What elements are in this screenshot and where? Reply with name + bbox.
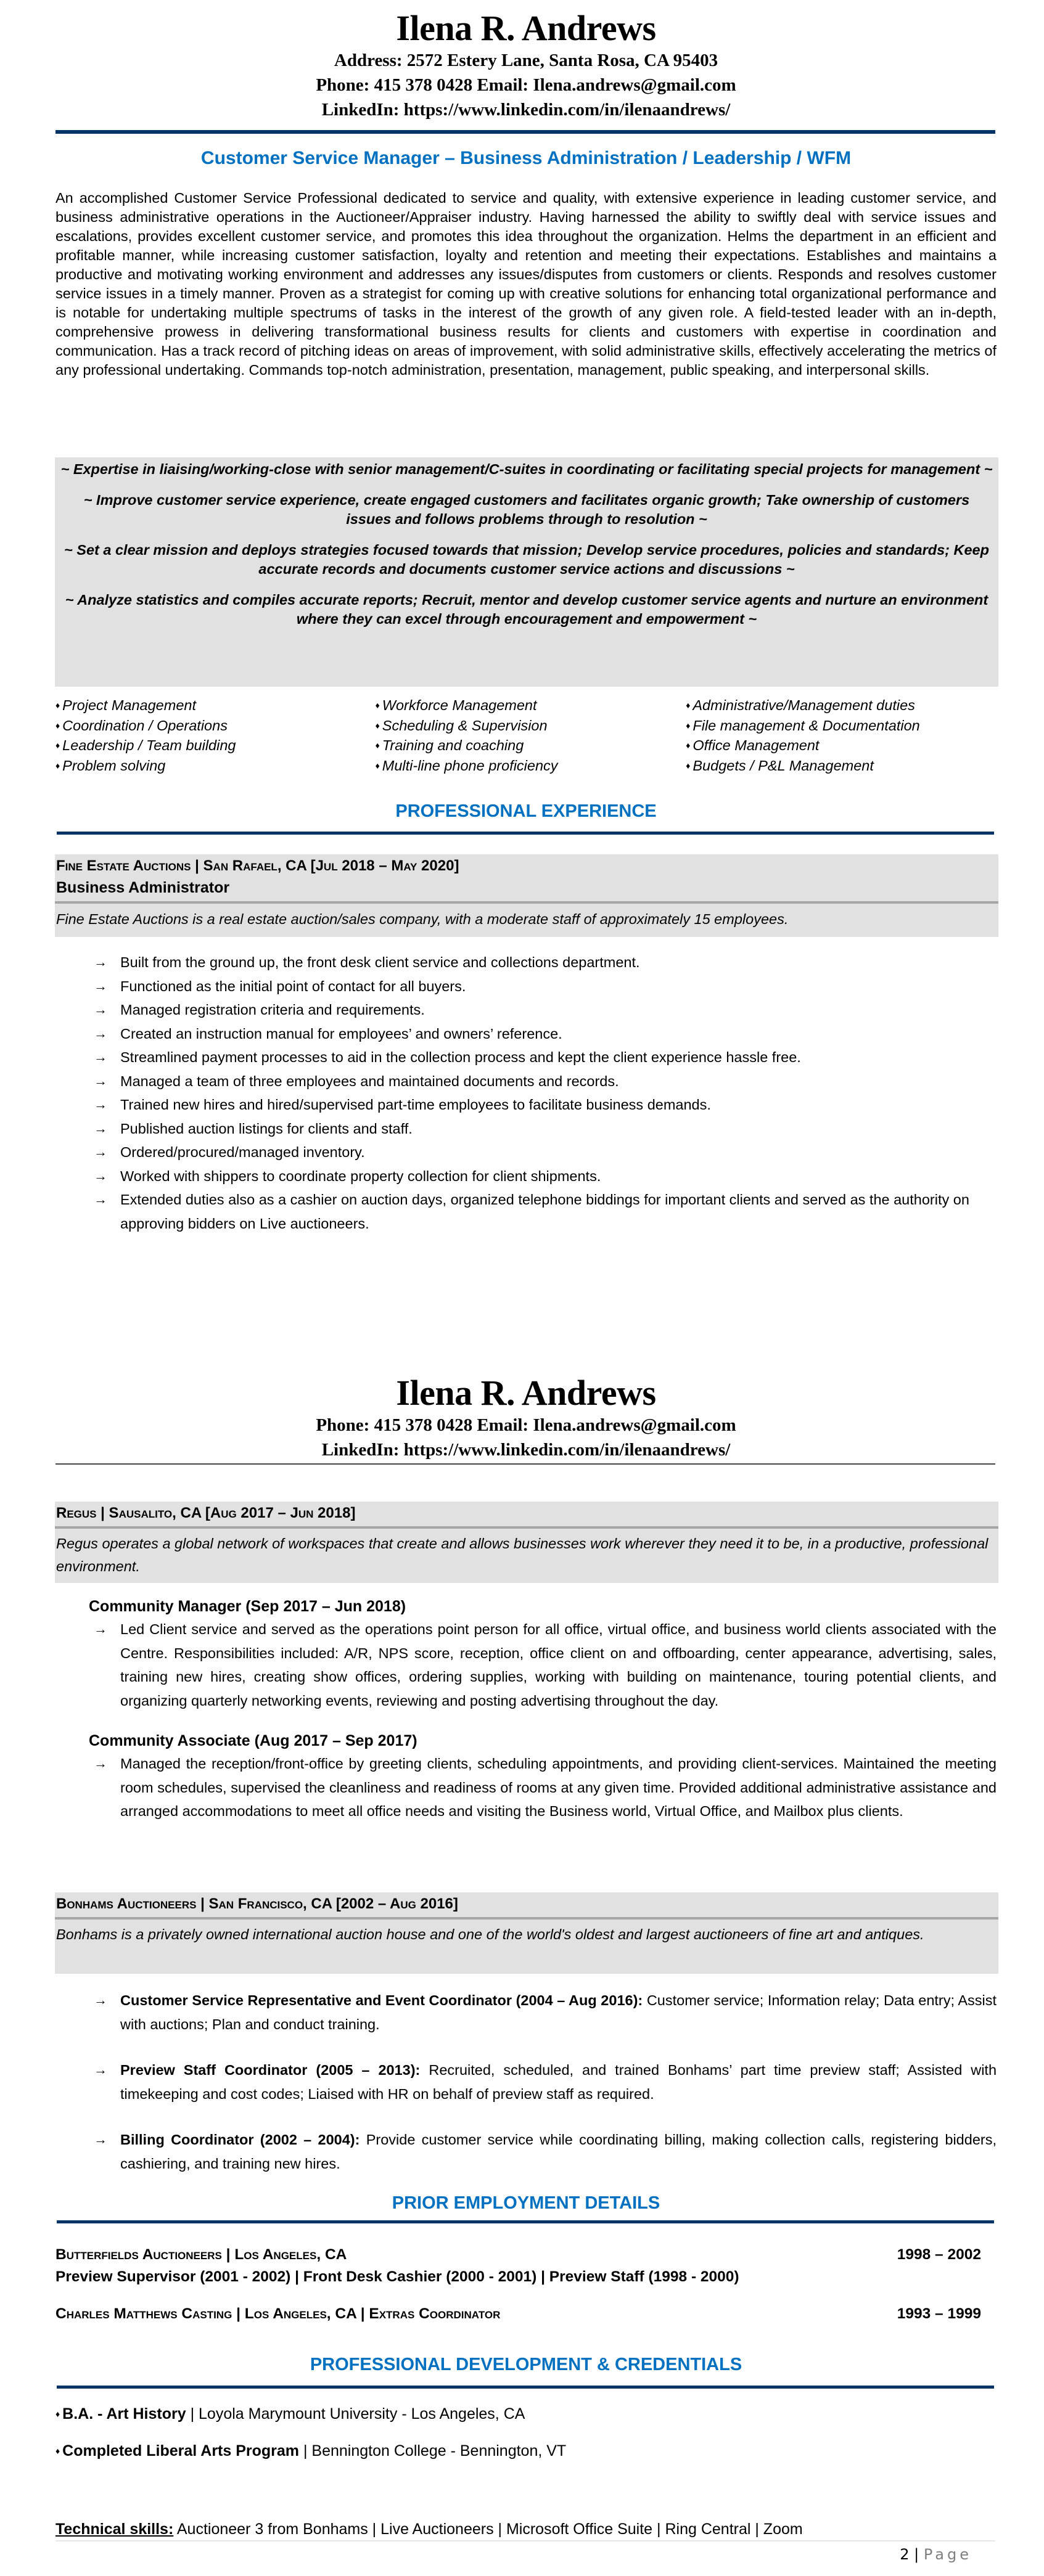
highlight-item: ~ Set a clear mission and deploys strategies focused towards that mission; Develop service procedures, policies and standards; Keep accurate records and documents customer service actions and discussions ~ [64, 541, 989, 577]
role-bullet [55, 2128, 997, 2175]
phone-email-line: Phone: 415 378 0428 Email: Ilena.andrews@gmail.com [316, 75, 736, 95]
role-text: Customer service; Information relay; Data entry; Assist with auctions; Plan and conduct training. [120, 1992, 997, 2032]
skill-item: ♦ Office Management [686, 735, 997, 756]
prior-company: Butterfields Auctioneers | Los Angeles, CA [55, 2246, 347, 2263]
core-skills [55, 695, 997, 775]
job-divider [55, 1917, 998, 1920]
role-bullet [55, 1989, 997, 2036]
linkedin-line[interactable]: LinkedIn: https://www.linkedin.com/in/ilenaandrews/ [321, 1440, 731, 1460]
job-description: Fine Estate Auctions is a real estate auction/sales company, with a moderate staff of approximately 15 employees. [56, 911, 789, 927]
prior-employment [55, 2244, 997, 2325]
prior-job-row [55, 2244, 997, 2266]
credential-school: Loyola Marymount University - Los Angeles, CA [199, 2405, 525, 2423]
phone-email-line: Phone: 415 378 0428 Email: Ilena.andrews@gmail.com [316, 1415, 736, 1435]
credentials-heading-block [55, 2355, 997, 2375]
prior-years: 1998 – 2002 [897, 2246, 981, 2263]
job-bullet: → Extended duties also as a cashier on auction days, organized telephone biddings for important clients and served as the authority on approving bidders on Live auctioneers. [55, 1188, 997, 1235]
candidate-name: Ilena R. Andrews [396, 8, 656, 48]
professional-summary: An accomplished Customer Service Professional dedicated to service and quality, with extensive experience in leading customer service, and business administrative operations in the Auctioneer/Appraiser industry. Having harnessed the ability to swiftly deal with service issues and escalations, provides excellent customer service, and promotes this idea throughout the organization. Helms the department in an efficient and profitable manner, while increasing customer satisfaction, loyalty and retention and meeting their expectations. Establishes and maintains a productive and motivating working environment and addresses any issues/disputes from customers or clients. Responds and resolves customer service issues in a timely manner. Proven as a strategist for coming up with creative solutions for enhancing total organizational performance and is notable for undertaking multiple spectrums of tasks in the interest of the growth of any given role. A field-tested leader with an in-depth, comprehensive prowess in delivering transformational business results for clients and customers with expertise in coordination and communication. Has a track record of pitching ideas on areas of improvement, with solid administrative skills, effectively accelerating the metrics of any professional undertaking. Commands top-notch administration, presentation, management, public speaking, and interpersonal skills. [55, 190, 997, 378]
page-number: 2 [900, 2546, 910, 2563]
summary-block [55, 189, 997, 380]
resume-header [55, 9, 997, 122]
role-bullet: → Led Client service and served as the operations point person for all office, virtual office, and business world clients associated with the Centre. Responsibilities included: A/R, NPS score, reception, office client on and offboarding, center appearance, advertising, sales, training new hires, creating show offices, ordering supplies, working with building on maintenance, touring potential clients, and organizing quarterly networking events, reviewing and posting advertising throughout the day. [55, 1617, 997, 1712]
bonhams-roles [55, 1989, 997, 2198]
skill-item: ♦ Project Management [55, 695, 369, 716]
header-divider-2 [55, 1463, 995, 1465]
credentials-divider [57, 2386, 994, 2389]
job-divider [55, 901, 998, 904]
job-description: Regus operates a global network of workspaces that create and allows businesses work wherever they need it to be, in a productive, professional environment. [56, 1535, 989, 1574]
resume-page-1 [55, 9, 997, 122]
credentials-list [55, 2403, 997, 2462]
headline-block [55, 148, 997, 169]
professional-headline: Customer Service Manager – Business Administration / Leadership / WFM [200, 148, 852, 168]
technical-skills-label: Technical skills: [55, 2521, 174, 2538]
skill-item: ♦ Workforce Management [376, 695, 683, 716]
job-bullet: → Functioned as the initial point of contact for all buyers. [55, 975, 997, 999]
skills-column-2 [369, 695, 683, 775]
job-header-regus [55, 1502, 998, 1583]
prior-heading-block [55, 2193, 997, 2214]
job-bullet: → Managed a team of three employees and maintained documents and records. [55, 1069, 997, 1094]
role-text: Provide customer service while coordinating billing, making collection calls, registering bidders, cashiering, and training new hires. [120, 2132, 997, 2172]
job-bullet: → Streamlined payment processes to aid in the collection process and kept the client experience hassle free. [55, 1045, 997, 1069]
page-label: Page [923, 2546, 972, 2563]
prior-job-row [55, 2303, 997, 2325]
skill-item: ♦ Scheduling & Supervision [376, 716, 683, 736]
skill-item: ♦ File management & Documentation [686, 716, 997, 736]
highlight-item: ~ Analyze statistics and compiles accurate reports; Recruit, mentor and develop customer service agents and nurture an environment where they can excel through encouragement and empowerment ~ [65, 591, 989, 627]
separator: | [299, 2442, 312, 2459]
job-bullet: → Built from the ground up, the front desk client service and collections department. [55, 951, 997, 975]
skills-column-3 [683, 695, 997, 775]
job-bullet: → Created an instruction manual for employees’ and owners’ reference. [55, 1022, 997, 1046]
regus-roles [55, 1595, 997, 1823]
job-description: Bonhams is a privately owned international auction house and one of the world's oldest and largest auctioneers of fine art and antiques. [56, 1926, 924, 1942]
skill-item: ♦ Leadership / Team building [55, 735, 369, 756]
candidate-name: Ilena R. Andrews [396, 1373, 656, 1413]
prior-company: Charles Matthews Casting | Los Angeles, CA | Extras Coordinator [55, 2305, 501, 2322]
page-separator: | [909, 2546, 924, 2563]
experience-divider [57, 832, 994, 835]
header-divider [55, 130, 995, 134]
page-footer [55, 2546, 997, 2563]
section-title-credentials: PROFESSIONAL DEVELOPMENT & CREDENTIALS [310, 2355, 742, 2374]
prior-divider [57, 2220, 994, 2223]
technical-skills-value: Auctioneer 3 from Bonhams | Live Auctioneers | Microsoft Office Suite | Ring Central | Zoom [173, 2521, 803, 2538]
skill-item: ♦ Problem solving [55, 756, 369, 776]
technical-skills [55, 2519, 997, 2540]
credential-degree: B.A. - Art History [62, 2405, 186, 2423]
job-divider [55, 1526, 998, 1529]
role-bullet [55, 2058, 997, 2106]
role-title: Community Associate (Aug 2017 – Sep 2017) [89, 1732, 417, 1749]
skill-item: ♦ Administrative/Management duties [686, 695, 997, 716]
job-bullet: → Published auction listings for clients and staff. [55, 1117, 997, 1141]
skill-item: ♦ Multi-line phone proficiency [376, 756, 683, 776]
role-bullet: → Managed the reception/front-office by greeting clients, scheduling appointments, and providing client-services. Maintained the meeting room schedules, supervised the cleanliness and readiness of rooms at any given time. Provided additional administrative assistance and arranged accommodations to meet all office needs and visiting the Business world, Virtual Office, and Mailbox plus clients. [55, 1752, 997, 1823]
prior-roles: Preview Supervisor (2001 - 2002) | Front Desk Cashier (2000 - 2001) | Preview Staff (1998 - 2000) [55, 2268, 739, 2285]
highlights-box [55, 457, 998, 687]
credential-item [55, 2403, 997, 2425]
role-title: Community Manager (Sep 2017 – Jun 2018) [89, 1598, 406, 1615]
role-text: Recruited, scheduled, and trained Bonhams’ part time preview staff; Assisted with timekeeping and cost codes; Liaised with HR on behalf of preview staff as required. [120, 2062, 997, 2102]
credential-item [55, 2440, 997, 2462]
highlight-item: ~ Expertise in liaising/working-close with senior management/C-suites in coordinating or facilitating special projects for management ~ [60, 461, 993, 477]
address-line: Address: 2572 Estery Lane, Santa Rosa, CA 95403 [334, 51, 718, 70]
section-title-experience: PROFESSIONAL EXPERIENCE [395, 801, 657, 821]
prior-years: 1993 – 1999 [897, 2305, 981, 2322]
job-header-bonhams [55, 1892, 998, 1974]
role-title: Preview Staff Coordinator (2005 – 2013): [120, 2062, 421, 2078]
role-title: Customer Service Representative and Event Coordinator (2004 – Aug 2016): [120, 1992, 643, 2008]
skill-item: ♦ Coordination / Operations [55, 716, 369, 736]
separator: | [186, 2405, 199, 2423]
job-role: Business Administrator [56, 879, 230, 896]
credential-degree: Completed Liberal Arts Program [62, 2442, 300, 2459]
job-bullet: → Trained new hires and hired/supervised part-time employees to facilitate business demands. [55, 1093, 997, 1117]
resume-page-2-header [55, 1373, 997, 1462]
job-company: Regus | Sausalito, CA [Aug 2017 – Jun 2018] [56, 1505, 356, 1521]
resume-header-2 [55, 1373, 997, 1462]
skill-item: ♦ Budgets / P&L Management [686, 756, 997, 776]
job-bullets-fine-estate [55, 951, 997, 1235]
experience-heading-block [55, 801, 997, 822]
role-title: Billing Coordinator (2002 – 2004): [120, 2132, 360, 2148]
job-header-fine-estate [55, 854, 998, 937]
job-bullet: → Managed registration criteria and requirements. [55, 998, 997, 1022]
job-company: Bonhams Auctioneers | San Francisco, CA [2002 – Aug 2016] [56, 1895, 458, 1912]
job-company: Fine Estate Auctions | San Rafael, CA [Jul 2018 – May 2020] [56, 857, 459, 874]
credential-school: Bennington College - Bennington, VT [311, 2442, 567, 2459]
skill-item: ♦ Training and coaching [376, 735, 683, 756]
footer-divider [55, 2540, 995, 2541]
highlight-item: ~ Improve customer service experience, create engaged customers and facilitates organic growth; Take ownership of customers issues and follows problems through to resolution ~ [83, 491, 970, 527]
linkedin-line[interactable]: LinkedIn: https://www.linkedin.com/in/ilenaandrews/ [321, 100, 731, 120]
prior-roles-row [55, 2266, 997, 2288]
job-bullet: → Worked with shippers to coordinate property collection for client shipments. [55, 1164, 997, 1188]
skills-column-1 [55, 695, 369, 775]
job-bullet: → Ordered/procured/managed inventory. [55, 1140, 997, 1164]
section-title-prior: PRIOR EMPLOYMENT DETAILS [392, 2193, 660, 2213]
